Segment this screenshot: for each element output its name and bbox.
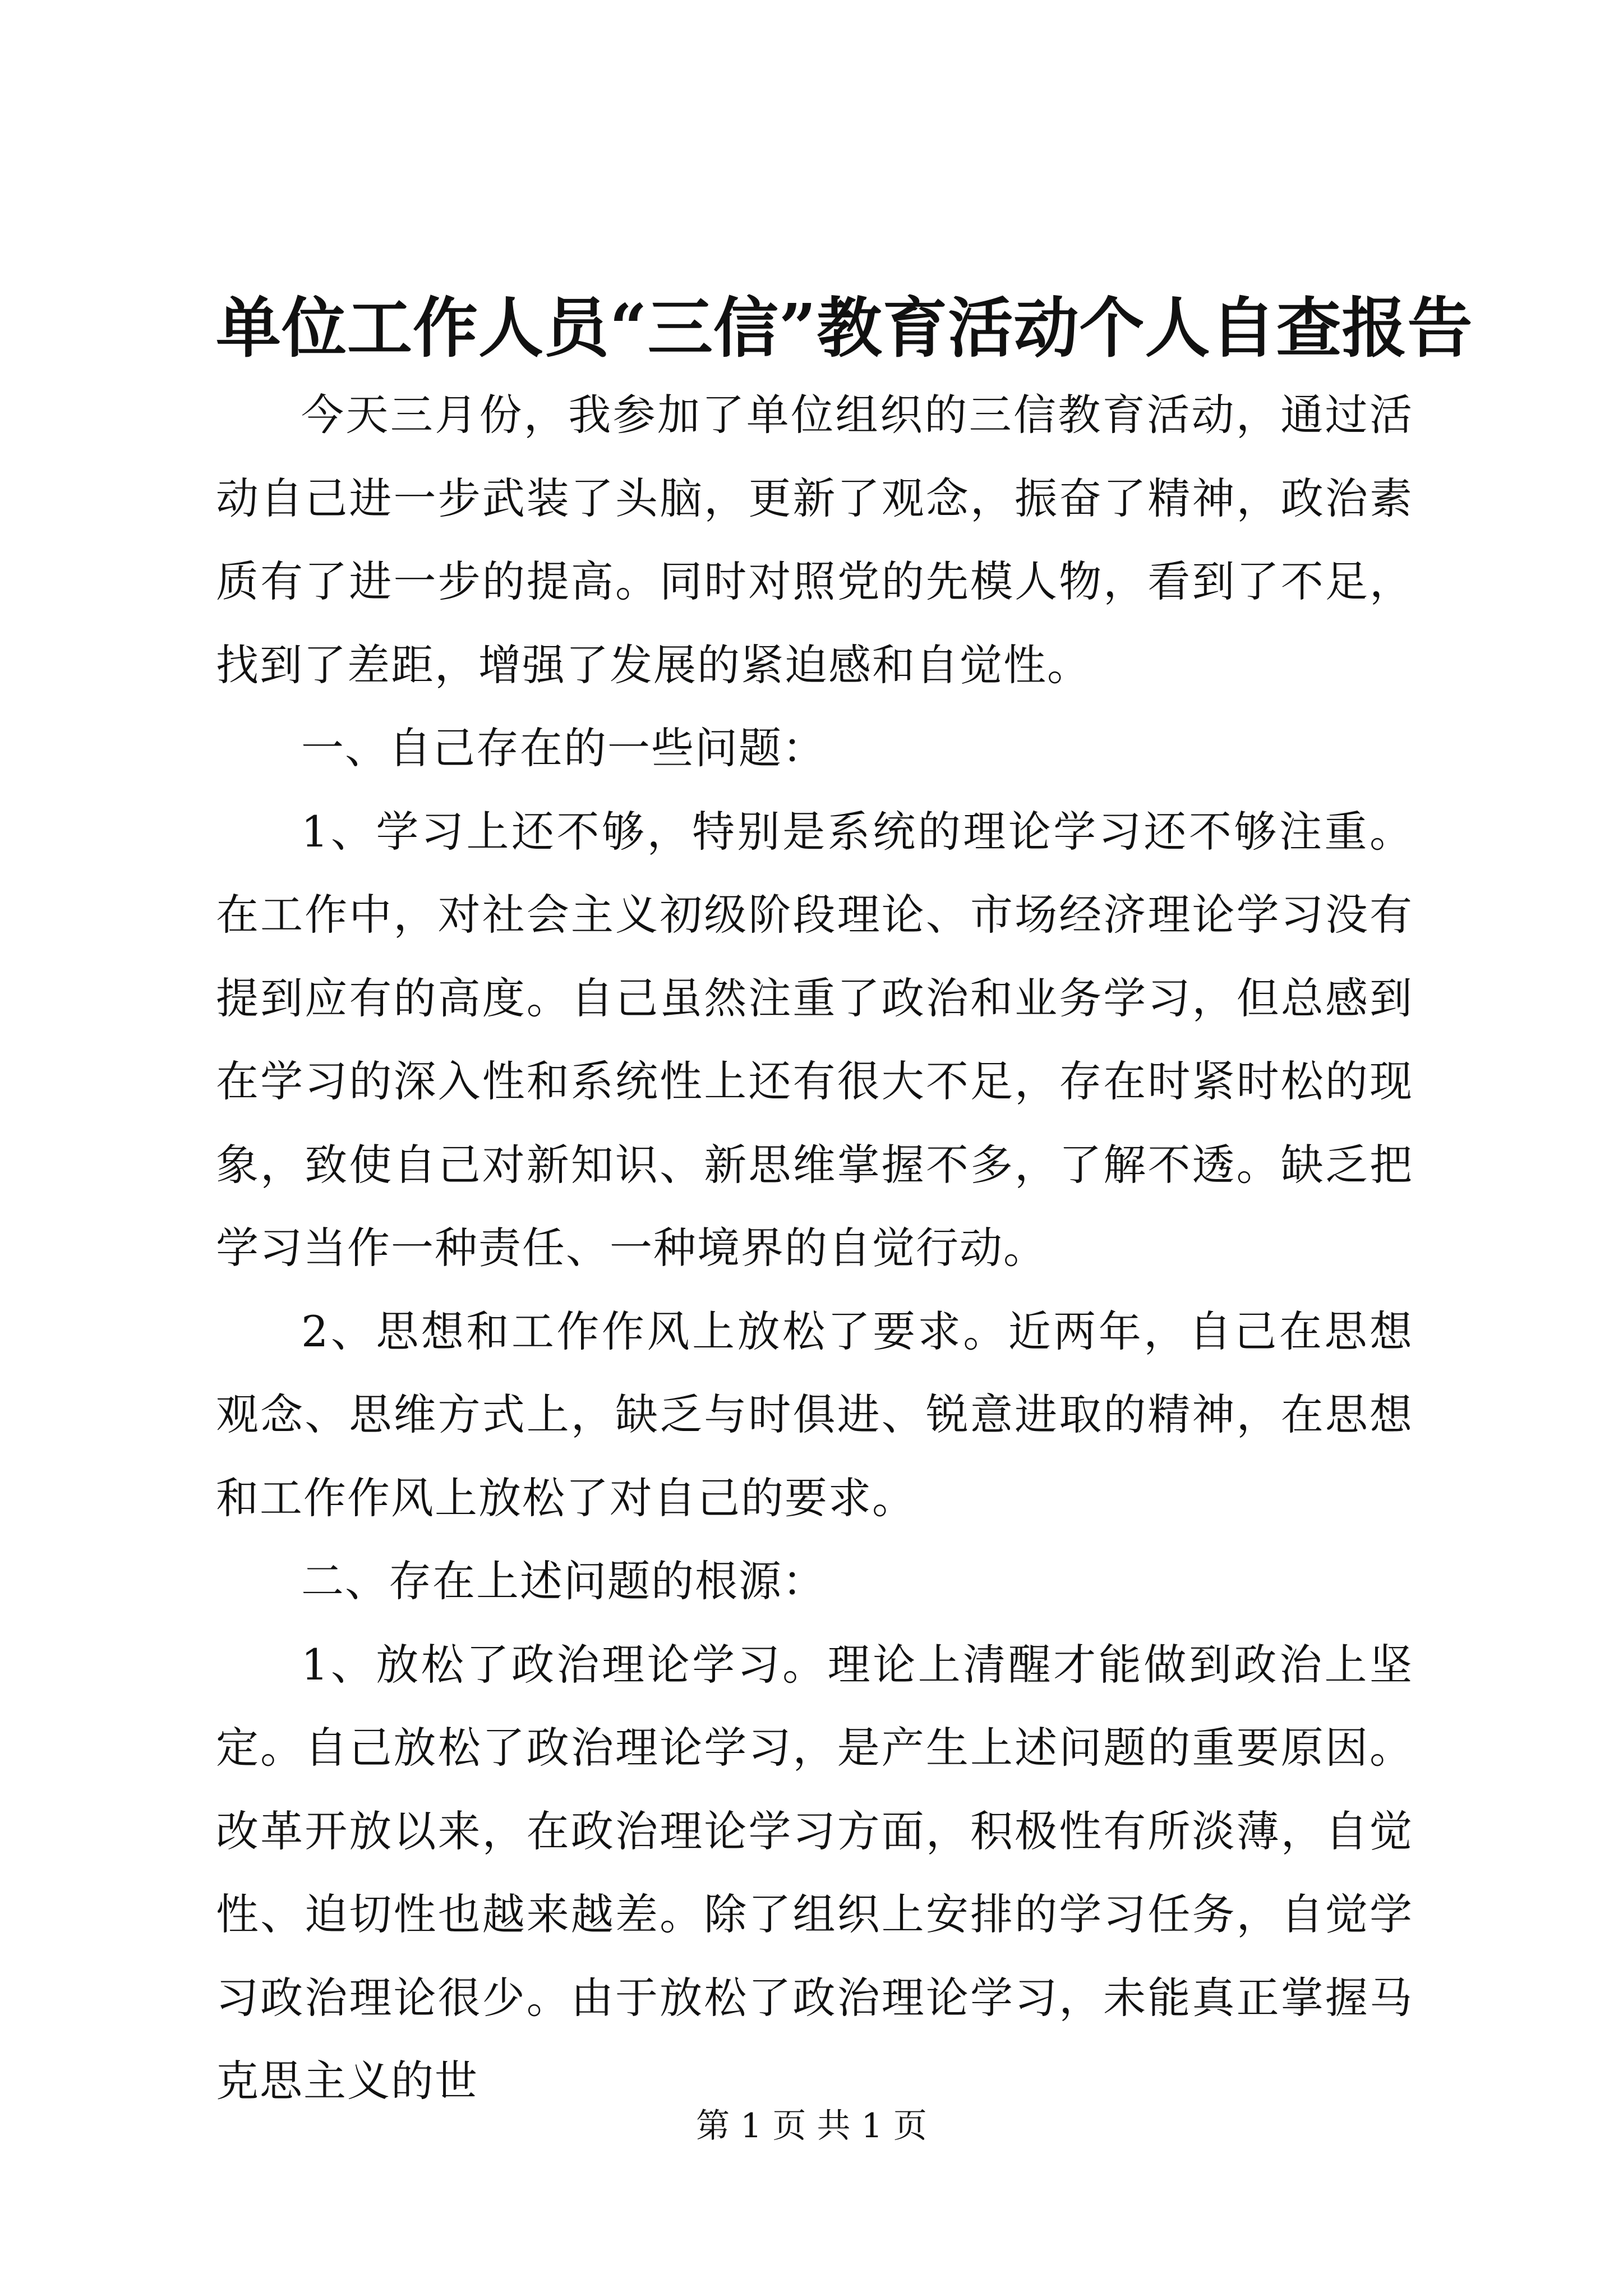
- document-title: 单位工作人员“三信”教育活动个人自查报告: [216, 290, 1473, 366]
- document-body: [216, 374, 1413, 2123]
- paragraph-cause-1: 1、放松了政治理论学习。理论上清醒才能做到政治上坚定。自己放松了政治理论学习，是产生上述问题的重要原因。改革开放以来，在政治理论学习方面，积极性有所淡薄，自觉性、迫切性也越来越差。除了组织上安排的学习任务，自觉学习政治理论很少。由于放松了政治理论学习，未能真正掌握马克思主义的世: [216, 1639, 1413, 2106]
- paragraph-intro: 今天三月份，我参加了单位组织的三信教育活动，通过活动自己进一步武装了头脑，更新了观念，振奋了精神，政治素质有了进一步的提高。同时对照党的先模人物，看到了不足，找到了差距，增强了发展的紧迫感和自觉性。: [216, 390, 1413, 690]
- page-number-footer: 第 1 页 共 1 页: [696, 2106, 927, 2146]
- paragraph-problem-2: 2、思想和工作作风上放松了要求。近两年，自己在思想观念、思维方式上，缺乏与时俱进、锐意进取的精神，在思想和工作作风上放松了对自己的要求。: [216, 1306, 1413, 1523]
- paragraph-problem-1: 1、学习上还不够，特别是系统的理论学习还不够注重。在工作中，对社会主义初级阶段理论、市场经济理论学习没有提到应有的高度。自己虽然注重了政治和业务学习，但总感到在学习的深入性和系统性上还有很大不足，存在时紧时松的现象，致使自己对新知识、新思维掌握不多，了解不透。缺乏把学习当作一种责任、一种境界的自觉行动。: [216, 806, 1413, 1273]
- section-heading-problems: 一、自己存在的一些问题：: [301, 723, 826, 773]
- section-heading-root-causes: 二、存在上述问题的根源：: [301, 1556, 826, 1606]
